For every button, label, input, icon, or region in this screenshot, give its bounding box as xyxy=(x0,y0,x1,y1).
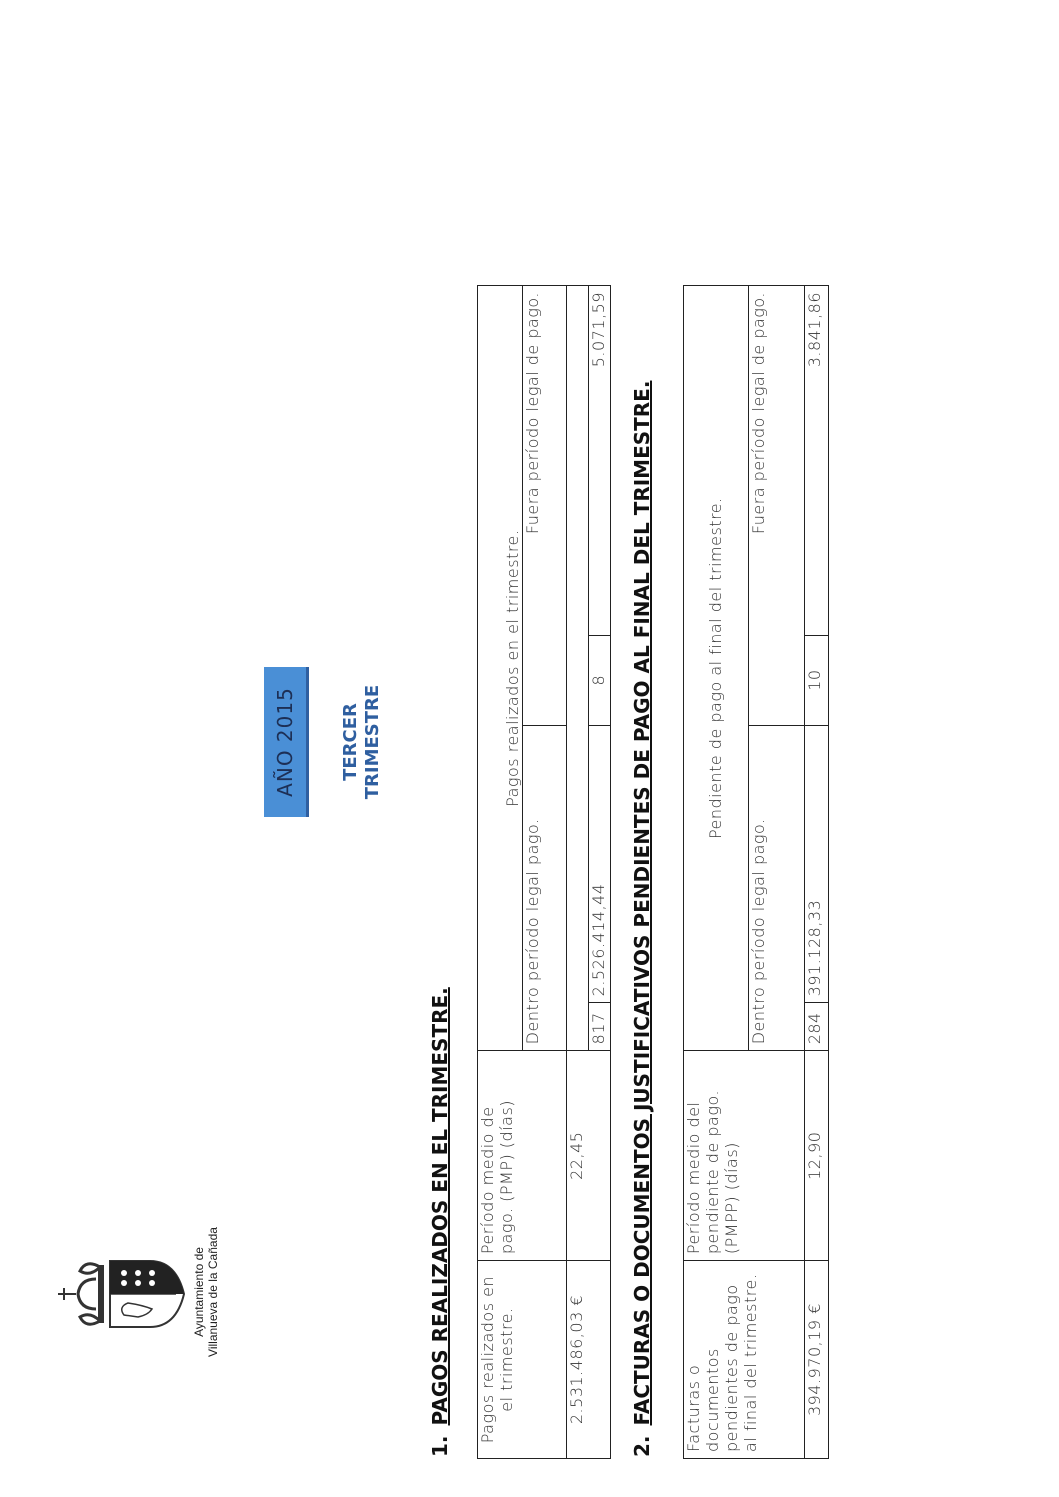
payments-in-count: 817 xyxy=(589,1003,611,1051)
pending-pmpp-header: Período medio del pendiente de pago. (PMPP) (días) xyxy=(684,1051,805,1261)
payments-out-count: 8 xyxy=(589,635,611,725)
organization-name xyxy=(192,1217,220,1367)
pending-total-header: Facturas o documentos pendientes de pago al final del trimestre. xyxy=(684,1261,805,1459)
organization-line1: Ayuntamiento de xyxy=(192,1247,206,1337)
pending-in-count: 284 xyxy=(805,1003,829,1051)
pending-in-period-header: Dentro período legal pago. xyxy=(748,725,804,1051)
payments-total-header: Pagos realizados en el trimestre. xyxy=(478,1261,567,1459)
quarter-title xyxy=(340,647,384,837)
payments-in-period-header: Dentro período legal pago. xyxy=(522,725,567,1051)
payments-pmp-header: Período medio de pago. (PMP) (días) xyxy=(478,1051,567,1261)
section1-title: PAGOS REALIZADOS EN EL TRIMESTRE. xyxy=(428,987,452,1426)
payments-group-header: Pagos realizados en el trimestre. xyxy=(478,286,523,1051)
section1-heading xyxy=(428,987,452,1457)
pending-in-amount: 391.128,33 xyxy=(805,725,829,1003)
pending-out-amount: 3.841,86 xyxy=(805,286,829,636)
section2-heading xyxy=(630,381,654,1457)
municipal-crest-logo xyxy=(52,1239,192,1349)
quarter-line1: TERCER xyxy=(340,703,361,781)
pending-out-count: 10 xyxy=(805,635,829,725)
pending-total-value: 394.970,19 € xyxy=(805,1261,829,1459)
pending-out-period-header: Fuera período legal de pago. xyxy=(748,286,804,726)
payments-total-value: 2.531.486,03 € xyxy=(567,1261,611,1459)
year-badge: AÑO 2015 xyxy=(264,667,309,817)
payments-out-period-header: Fuera período legal de pago. xyxy=(522,286,567,726)
section2-title: FACTURAS O DOCUMENTOS JUSTIFICATIVOS PENDIENTES DE PAGO AL FINAL DEL TRIMESTRE. xyxy=(630,380,654,1426)
pending-invoices-table xyxy=(683,285,829,1459)
section2-number: 2. xyxy=(630,1435,654,1457)
quarter-line2: TRIMESTRE xyxy=(362,684,383,800)
payments-table xyxy=(477,285,611,1459)
payments-pmp-value: 22,45 xyxy=(567,1051,611,1261)
payments-in-amount: 2.526.414,44 xyxy=(589,725,611,1003)
pending-pmpp-value: 12,90 xyxy=(805,1051,829,1261)
pending-group-header: Pendiente de pago al final del trimestre. xyxy=(684,286,749,1051)
organization-line2: Villanueva de la Cañada xyxy=(206,1227,220,1357)
section1-number: 1. xyxy=(428,1435,452,1457)
payments-out-amount: 5.071,59 xyxy=(589,286,611,636)
